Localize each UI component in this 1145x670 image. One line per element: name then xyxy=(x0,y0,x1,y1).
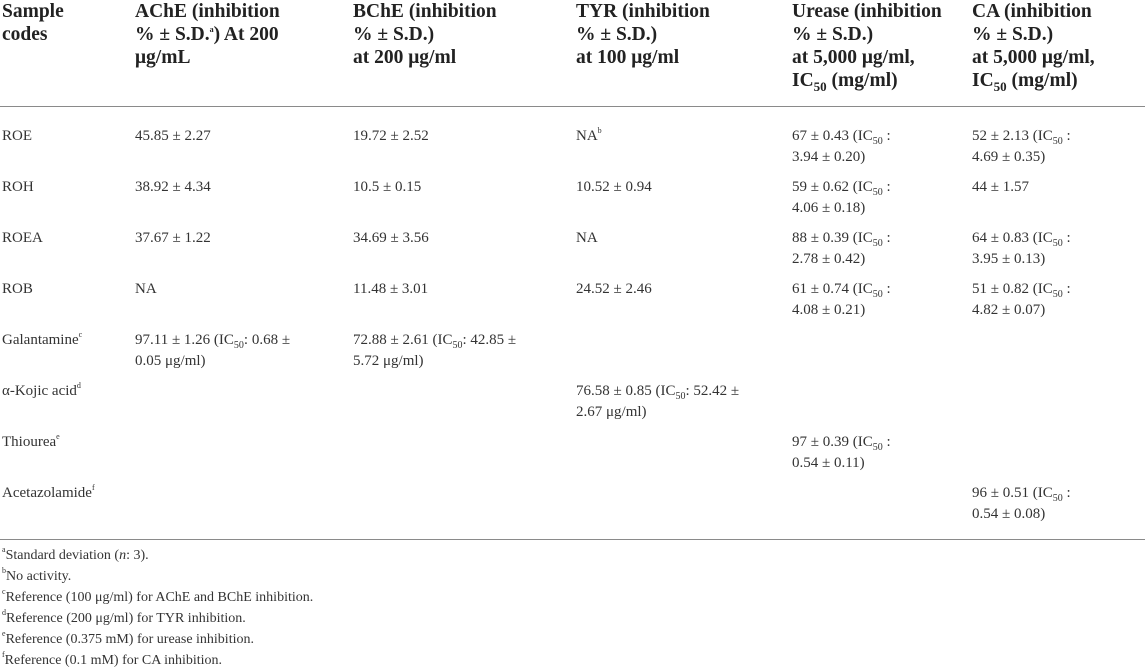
sample-code: ROEA xyxy=(2,230,43,246)
ca-value: 51 ± 0.82 ($IC_{50}$ : 4.82 ± 0.07) xyxy=(972,281,1071,318)
ache-value: 45.85 ± 2.27 xyxy=(135,128,211,144)
bche-value: 19.72 ± 2.52 xyxy=(353,128,429,144)
tyr-value: $NA^b$ xyxy=(576,126,602,144)
table-header xyxy=(0,0,1145,106)
header-bche: BChE (inhibition % ± S.D.) at 200 μg/ml xyxy=(353,1,497,68)
header-ca: CA (inhibition % ± S.D.) at 5,000 μg/ml, $IC_{50}$ (mg/ml) xyxy=(972,1,1095,94)
footnote-b: $^b$No activity. xyxy=(2,566,72,584)
urease-value: 67 ± 0.43 ($IC_{50}$ : 3.94 ± 0.20) xyxy=(792,128,891,165)
bche-value: 10.5 ± 0.15 xyxy=(353,179,422,195)
footnote-e: $^e$Reference (0.375 mM) for urease inhibition. xyxy=(2,629,254,647)
ache-value: 38.92 ± 4.34 xyxy=(135,179,211,195)
bche-value: 11.48 ± 3.01 xyxy=(353,281,429,297)
ca-value: 44 ± 1.57 xyxy=(972,179,1029,195)
tyr-value: 24.52 ± 2.46 xyxy=(576,281,652,297)
header-divider xyxy=(0,106,1145,107)
header-ache: AChE (inhibition % ± S.D.$^a$) At 200 μg/mL xyxy=(135,1,280,68)
sample-code: ROH xyxy=(2,179,34,195)
sample-code: α-Kojic acid$^d$ xyxy=(2,381,81,399)
header-sample-codes: Sample codes xyxy=(2,1,64,45)
ca-value: 52 ± 2.13 ($IC_{50}$ : 4.69 ± 0.35) xyxy=(972,128,1071,165)
urease-value: 61 ± 0.74 ($IC_{50}$ : 4.08 ± 0.21) xyxy=(792,281,891,318)
ache-value: 37.67 ± 1.22 xyxy=(135,230,211,246)
footnote-d: $^d$Reference (200 μg/ml) for TYR inhibition. xyxy=(2,608,246,626)
table-bottom-rule xyxy=(0,539,1145,540)
urease-value: 88 ± 0.39 ($IC_{50}$ : 2.78 ± 0.42) xyxy=(792,230,891,267)
ca-value: 64 ± 0.83 ($IC_{50}$ : 3.95 ± 0.13) xyxy=(972,230,1071,267)
header-urease: Urease (inhibition % ± S.D.) at 5,000 μg/ml, $IC_{50}$ (mg/ml) xyxy=(792,1,942,94)
footnote-a: $^a$Standard deviation (n: 3). xyxy=(2,545,149,563)
sample-code: ROB xyxy=(2,281,33,297)
footnote-f: $^f$Reference (0.1 mM) for CA inhibition. xyxy=(2,650,223,668)
sample-code: Thiourea$^e$ xyxy=(2,432,60,450)
sample-code: ROE xyxy=(2,128,32,144)
footnote-c: $^c$Reference (100 μg/ml) for AChE and BChE inhibition. xyxy=(2,587,314,605)
header-tyr: TYR (inhibition % ± S.D.) at 100 μg/ml xyxy=(576,1,710,68)
tyr-value: NA xyxy=(576,230,598,246)
urease-value: 59 ± 0.62 ($IC_{50}$ : 4.06 ± 0.18) xyxy=(792,179,891,216)
sample-code: Acetazolamide$^f$ xyxy=(2,483,95,501)
sample-code: Galantamine$^c$ xyxy=(2,330,83,348)
ache-value: 97.11 ± 1.26 ($IC_{50}$: 0.68 ± 0.05 μg/ml) xyxy=(135,332,291,369)
bche-value: 72.88 ± 2.61 ($IC_{50}$: 42.85 ± 5.72 μg/ml) xyxy=(353,332,517,369)
tyr-value: 10.52 ± 0.94 xyxy=(576,179,652,195)
urease-value: 97 ± 0.39 ($IC_{50}$ : 0.54 ± 0.11) xyxy=(792,434,891,471)
ache-value: NA xyxy=(135,281,157,297)
bche-value: 34.69 ± 3.56 xyxy=(353,230,429,246)
tyr-value: 76.58 ± 0.85 ($IC_{50}$: 52.42 ± 2.67 μg/ml) xyxy=(576,383,740,420)
ca-value: 96 ± 0.51 ($IC_{50}$ : 0.54 ± 0.08) xyxy=(972,485,1071,522)
